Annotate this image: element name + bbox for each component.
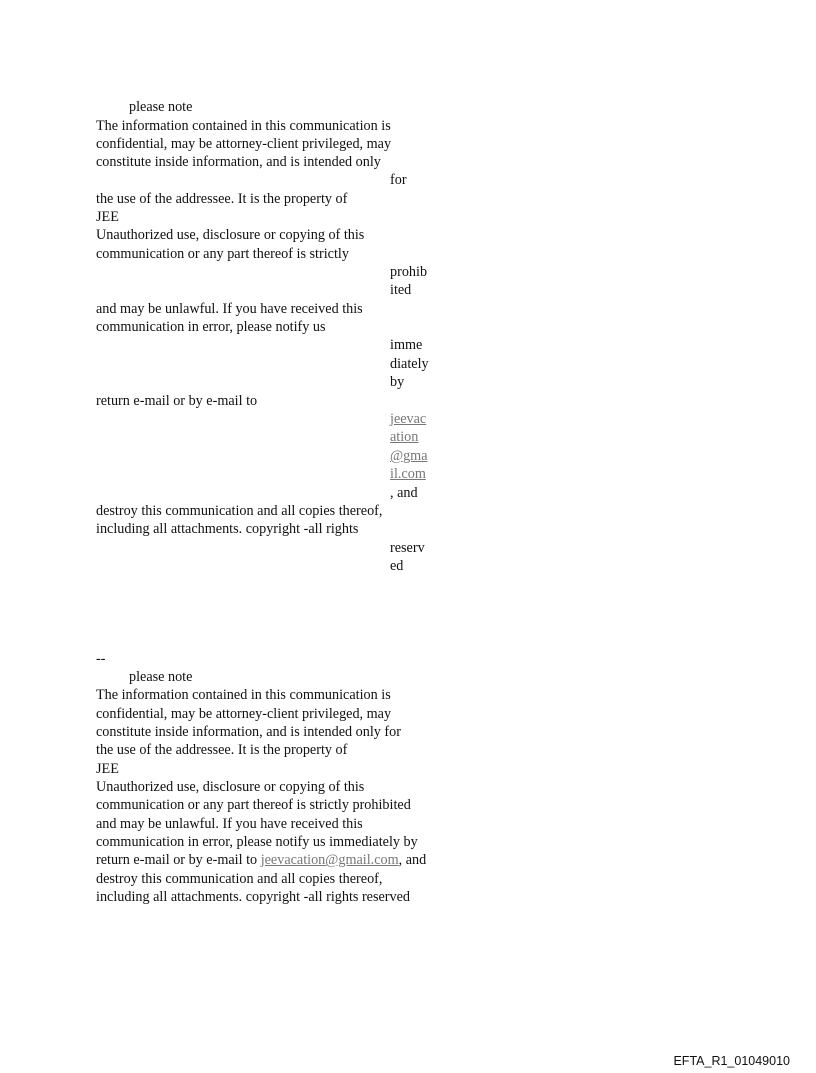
notice-1-line: ed [390,558,404,574]
notice-1-line: prohib [390,264,428,280]
notice-1-line: , and [390,485,418,501]
notice-2-line: communication or any part thereof is strictly prohibited [96,797,411,813]
notice-1-line: by [390,374,405,390]
notice-2-email-line [96,851,426,869]
notice-1-line: destroy this communication and all copies thereof, [96,503,383,519]
notice-1-line: and may be unlawful. If you have received this [96,301,363,317]
notice-1-heading: please note [129,99,193,115]
email-suffix: , and [398,852,427,868]
notice-2-line: destroy this communication and all copies thereof, [96,871,383,887]
notice-2-line: Unauthorized use, disclosure or copying of this [96,779,365,795]
notice-2-heading: please note [129,669,193,685]
email-link[interactable]: ation [390,429,419,445]
email-prefix: return e-mail or by e-mail to [96,852,261,868]
email-link[interactable]: jeevac [390,411,427,427]
notice-2-line: communication in error, please notify us immediately by [96,834,418,850]
document-id: EFTA_R1_01049010 [673,1054,790,1068]
notice-1-line: the use of the addressee. It is the property of [96,191,348,207]
notice-2-line: JEE [96,761,119,777]
email-link[interactable]: @gma [390,448,428,464]
notice-1-line: for [390,172,407,188]
notice-1-line: return e-mail or by e-mail to [96,393,258,409]
notice-1-line: communication or any part thereof is strictly [96,246,349,262]
notice-1-line: communication in error, please notify us [96,319,326,335]
notice-2-line: confidential, may be attorney-client privileged, may [96,706,392,722]
notice-1-line: including all attachments. copyright -all rights [96,521,359,537]
notice-2-line: including all attachments. copyright -all rights reserved [96,889,411,905]
notice-1-line: ited [390,282,412,298]
notice-1-line: JEE [96,209,119,225]
notice-1-line: reserv [390,540,425,556]
notice-1-line: constitute inside information, and is intended only [96,154,381,170]
notice-2-line: the use of the addressee. It is the property of [96,742,348,758]
notice-2-line: and may be unlawful. If you have received this [96,816,363,832]
notice-1-line: The information contained in this communication is [96,118,391,134]
email-link[interactable]: il.com [390,466,426,482]
notice-1-line: Unauthorized use, disclosure or copying of this [96,227,365,243]
email-link[interactable]: jeevacation@gmail.com [260,852,399,868]
notice-1-line: diately [390,356,429,372]
notice-1-line: imme [390,337,423,353]
signature-separator: -- [96,651,106,667]
notice-1-line: confidential, may be attorney-client privileged, may [96,136,392,152]
notice-2-line: constitute inside information, and is intended only for [96,724,401,740]
notice-2-line: The information contained in this communication is [96,687,391,703]
